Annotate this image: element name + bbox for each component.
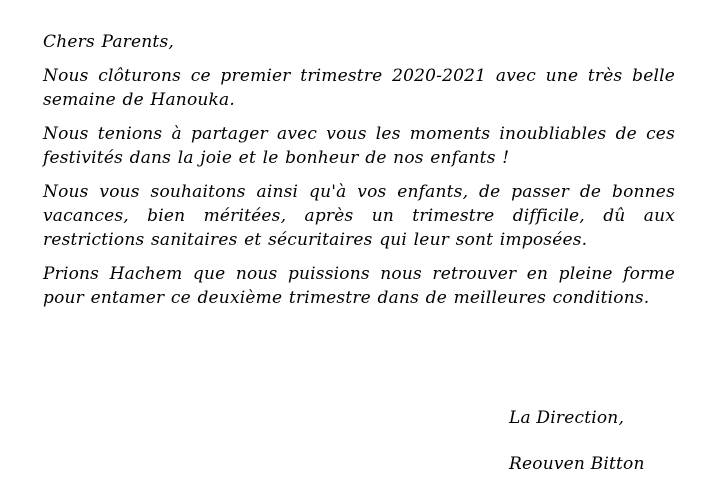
paragraph-festivities: Nous tenions à partager avec vous les moments inoubliables de ces festivités dans la joie et le bonheur de nos enfants ! bbox=[43, 124, 675, 168]
paragraph-closing-trimester: Nous clôturons ce premier trimestre 2020-2021 avec une très belle semaine de Hanouka. bbox=[43, 66, 675, 110]
paragraph-vacation-wishes: Nous vous souhaitons ainsi qu'à vos enfants, de passer de bonnes vacances, bien méritées, après un trimestre difficile, dû aux restrictions sanitaires et sécuritaires qui leur sont imposées. bbox=[43, 182, 675, 250]
salutation: Chers Parents, bbox=[43, 32, 174, 52]
signer-name: Reouven Bitton bbox=[509, 454, 645, 474]
paragraph-prayer: Prions Hachem que nous puissions nous retrouver en pleine forme pour entamer ce deuxième trimestre dans de meilleures conditions. bbox=[43, 264, 675, 308]
signoff: La Direction, bbox=[509, 408, 625, 428]
letter-body bbox=[43, 30, 675, 320]
